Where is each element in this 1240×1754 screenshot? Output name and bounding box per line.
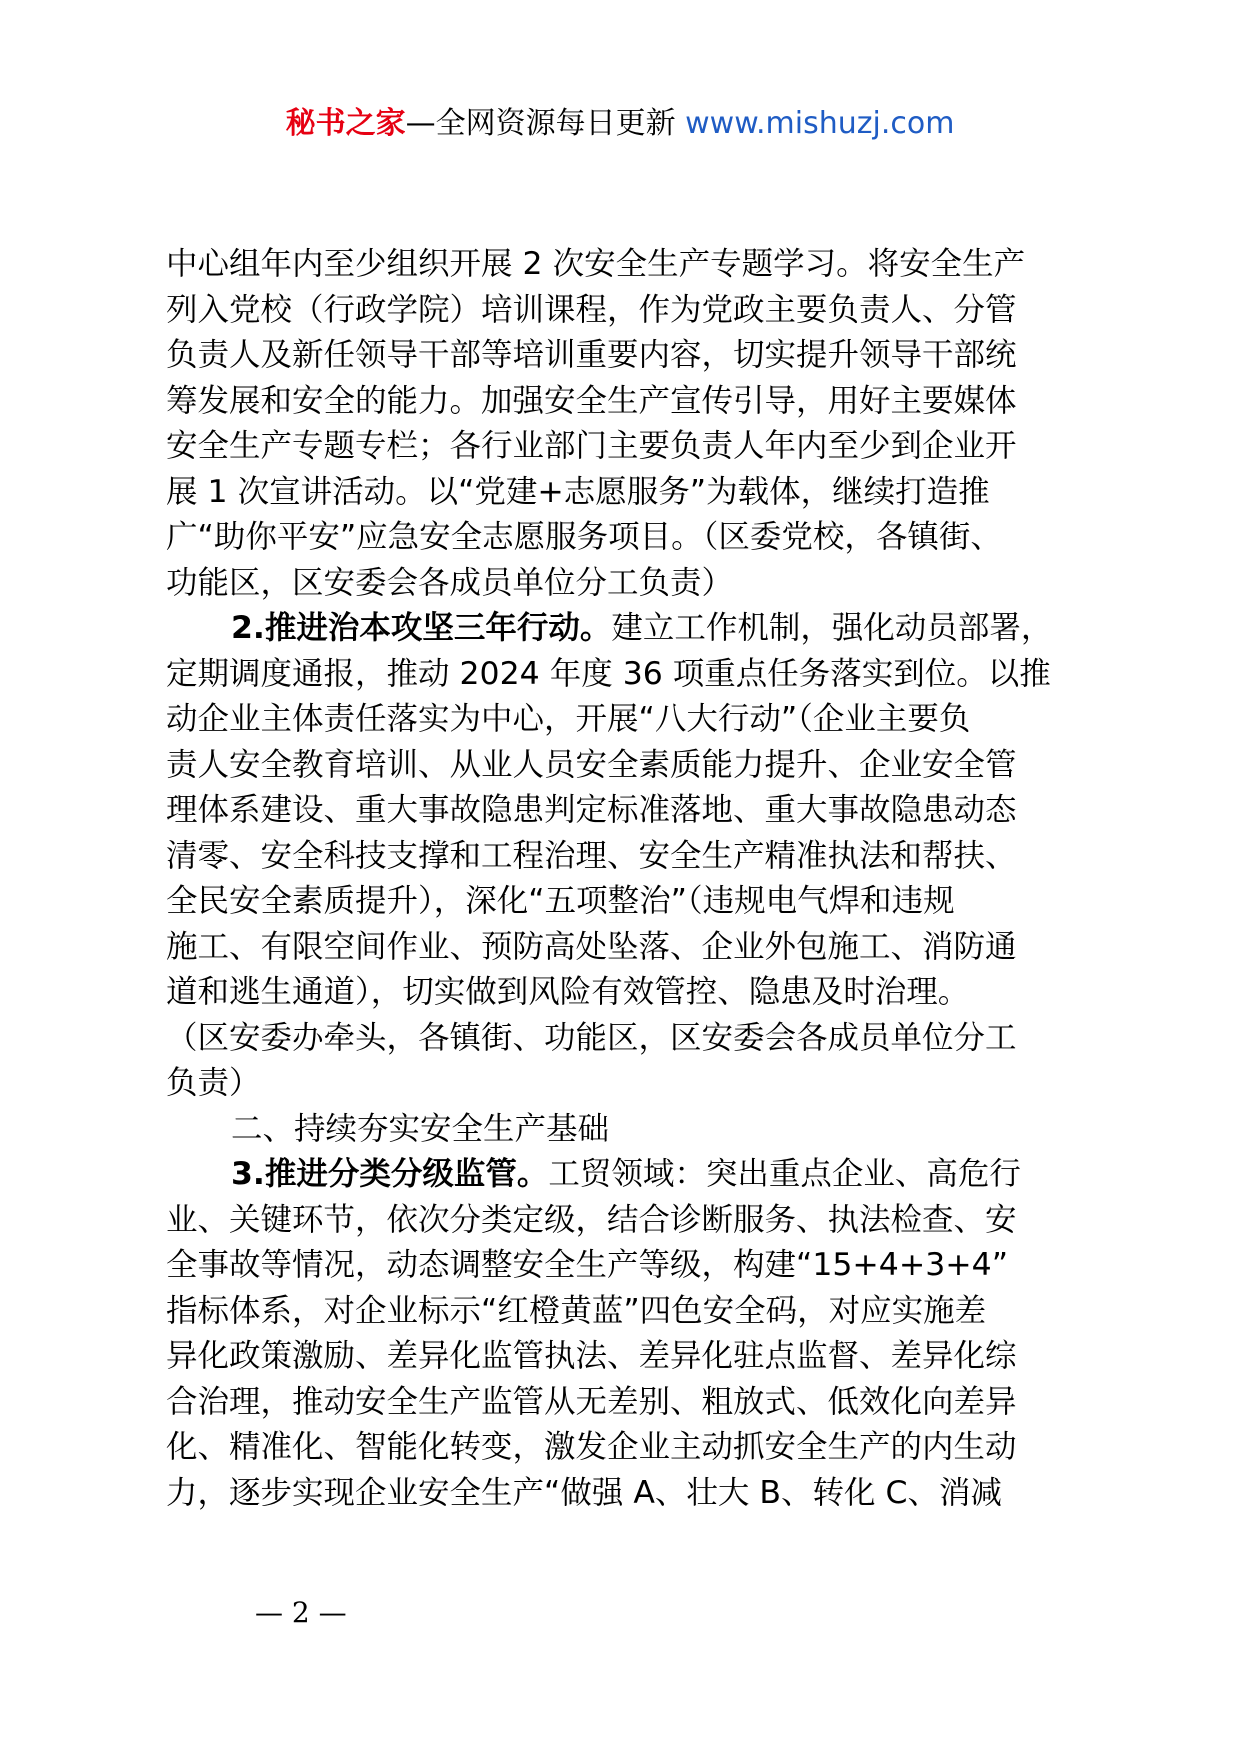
brand-name: 秘书之家 — [285, 106, 406, 141]
text-line: 定期调度通报，推动 2024 年度 36 项重点任务落实到位。以推 — [166, 655, 1051, 692]
page-number: — 2 — — [255, 1596, 347, 1629]
text-line: 指标体系，对企业标示“红橙黄蓝”四色安全码，对应实施差 — [166, 1292, 987, 1329]
item-text: 工贸领域：突出重点企业、高危行 — [548, 1156, 1021, 1192]
text-line: 列入党校（行政学院）培训课程，作为党政主要负责人、分管 — [166, 291, 1017, 328]
text-line: 筹发展和安全的能力。加强安全生产宣传引导，用好主要媒体 — [166, 382, 1017, 419]
text-line: 负责） — [166, 1065, 261, 1101]
text-line: 全事故等情况，动态调整安全生产等级，构建“15+4+3+4” — [166, 1247, 1009, 1283]
text-line: 广“助你平安”应急安全志愿服务项目。（区委党校，各镇街、 — [166, 519, 1002, 555]
text-line: 动企业主体责任落实为中心，开展“八大行动”（企业主要负 — [166, 701, 971, 737]
section-heading: 二、持续夯实安全生产基础 — [231, 1110, 610, 1147]
paragraph-first-line — [166, 1152, 1090, 1198]
item-heading: 2.推进治本攻坚三年行动。 — [231, 610, 612, 646]
text-line: （区安委办牵头，各镇街、功能区，区安委会各成员单位分工 — [166, 1019, 1017, 1056]
text-line: 力，逐步实现企业安全生产“做强 A、壮大 B、转化 C、消减 — [166, 1474, 1003, 1511]
item-heading: 3.推进分类分级监管。 — [231, 1156, 549, 1192]
document-body — [166, 242, 1090, 1516]
text-line: 施工、有限空间作业、预防高处坠落、企业外包施工、消防通 — [166, 928, 1017, 965]
text-line: 清零、安全科技支撑和工程治理、安全生产精准执法和帮扶、 — [166, 837, 1017, 874]
text-line: 全民安全素质提升），深化“五项整治”（违规电气焊和违规 — [166, 883, 955, 919]
text-line: 责人安全教育培训、从业人员安全素质能力提升、企业安全管 — [166, 746, 1017, 783]
site-url-link[interactable]: www.mishuzj.com — [685, 106, 955, 141]
text-line: 安全生产专题专栏；各行业部门主要负责人年内至少到企业开 — [166, 428, 1017, 464]
text-line: 负责人及新任领导干部等培训重要内容，切实提升领导干部统 — [166, 337, 1017, 373]
item-text: 建立工作机制，强化动员部署， — [611, 610, 1053, 646]
text-line: 合治理，推动安全生产监管从无差别、粗放式、低效化向差异 — [166, 1383, 1017, 1420]
text-line: 异化政策激励、差异化监管执法、差异化驻点监督、差异化综 — [166, 1338, 1017, 1374]
header-slogan: —全网资源每日更新 — [405, 106, 676, 141]
page-header — [0, 102, 1240, 146]
text-line: 理体系建设、重大事故隐患判定标准落地、重大事故隐患动态 — [166, 792, 1017, 828]
text-line: 功能区，区安委会各成员单位分工负责） — [166, 564, 734, 601]
text-line: 化、精准化、智能化转变，激发企业主动抓安全生产的内生动 — [166, 1429, 1017, 1465]
text-line: 中心组年内至少组织开展 2 次安全生产专题学习。将安全生产 — [166, 246, 1026, 282]
text-line: 道和逃生通道），切实做到风险有效管控、隐患及时治理。 — [166, 974, 970, 1010]
text-line: 展 1 次宣讲活动。以“党建+志愿服务”为载体，继续打造推 — [166, 473, 990, 510]
text-line: 业、关键环节，依次分类定级，结合诊断服务、执法检查、安 — [166, 1201, 1017, 1238]
paragraph-first-line — [166, 606, 1090, 652]
